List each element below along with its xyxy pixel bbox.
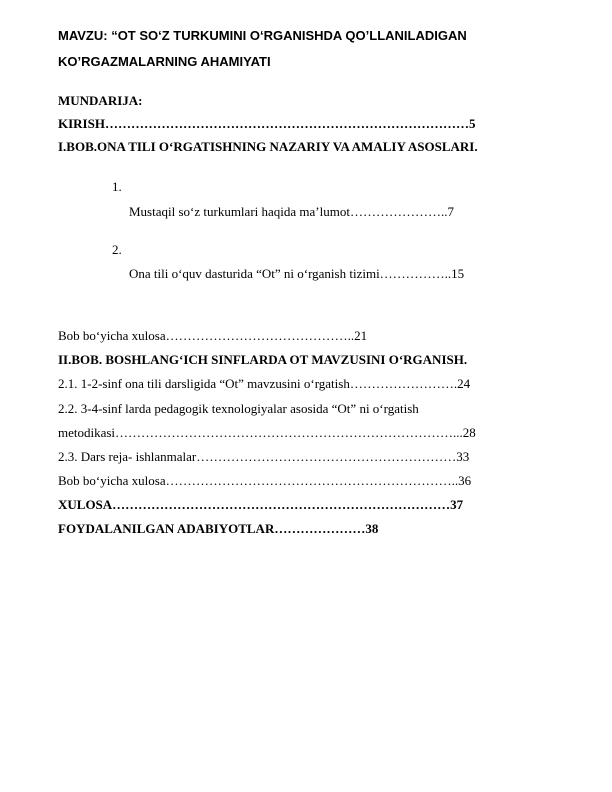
- document-title-line-1: MAVZU: “OT SO‘Z TURKUMINI O‘RGANISHDA QO’LLANILADIGAN: [58, 28, 467, 43]
- toc-entry-chapter-2: II.BOB. BOSHLANG‘ICH SINFLARDA OT MAVZUSINI O‘RGANISH.: [58, 352, 468, 367]
- toc-entry-2-2-line-1: 2.2. 3-4-sinf larda pedagogik texnologiyalar asosida “Ot” ni o‘rgatish: [58, 401, 419, 416]
- toc-item-2-number: 2.: [112, 242, 122, 257]
- toc-entry-2-2-line-2: metodikasi……………………………………………………………………...28: [58, 425, 476, 440]
- toc-item-1-number: 1.: [112, 179, 122, 194]
- toc-entry-2-3: 2.3. Dars reja- ishlanmalar……………………………………………………33: [58, 449, 470, 464]
- toc-entry-chapter-2-summary: Bob bo‘yicha xulosa…………………………………………………………..36: [58, 473, 472, 488]
- document-title-line-2: KO’RGAZMALARNING AHAMIYATI: [58, 54, 271, 69]
- toc-heading: MUNDARIJA:: [58, 93, 143, 108]
- toc-item-1-text: Mustaqil so‘z turkumlari haqida ma’lumot…………………..7: [129, 204, 454, 219]
- toc-item-2-text: Ona tili o‘quv dasturida “Ot” ni o‘rganish tizimi……………..15: [129, 266, 465, 281]
- toc-entry-chapter-1: I.BOB.ONA TILI O‘RGATISHNING NAZARIY VA AMALIY ASOSLARI.: [58, 139, 478, 154]
- toc-entry-references: FOYDALANILGAN ADABIYOTLAR…………………38: [58, 521, 379, 536]
- toc-entry-chapter-1-summary: Bob bo‘yicha xulosa……………………………………..21: [58, 328, 368, 343]
- toc-entry-conclusion: XULOSA……………………………………………………………………37: [58, 497, 464, 512]
- toc-entry-2-1: 2.1. 1-2-sinf ona tili darsligida “Ot” mavzusini o‘rgatish…………………….24: [58, 376, 471, 391]
- toc-entry-intro: KIRISH…………………………………………………………………………5: [58, 116, 476, 131]
